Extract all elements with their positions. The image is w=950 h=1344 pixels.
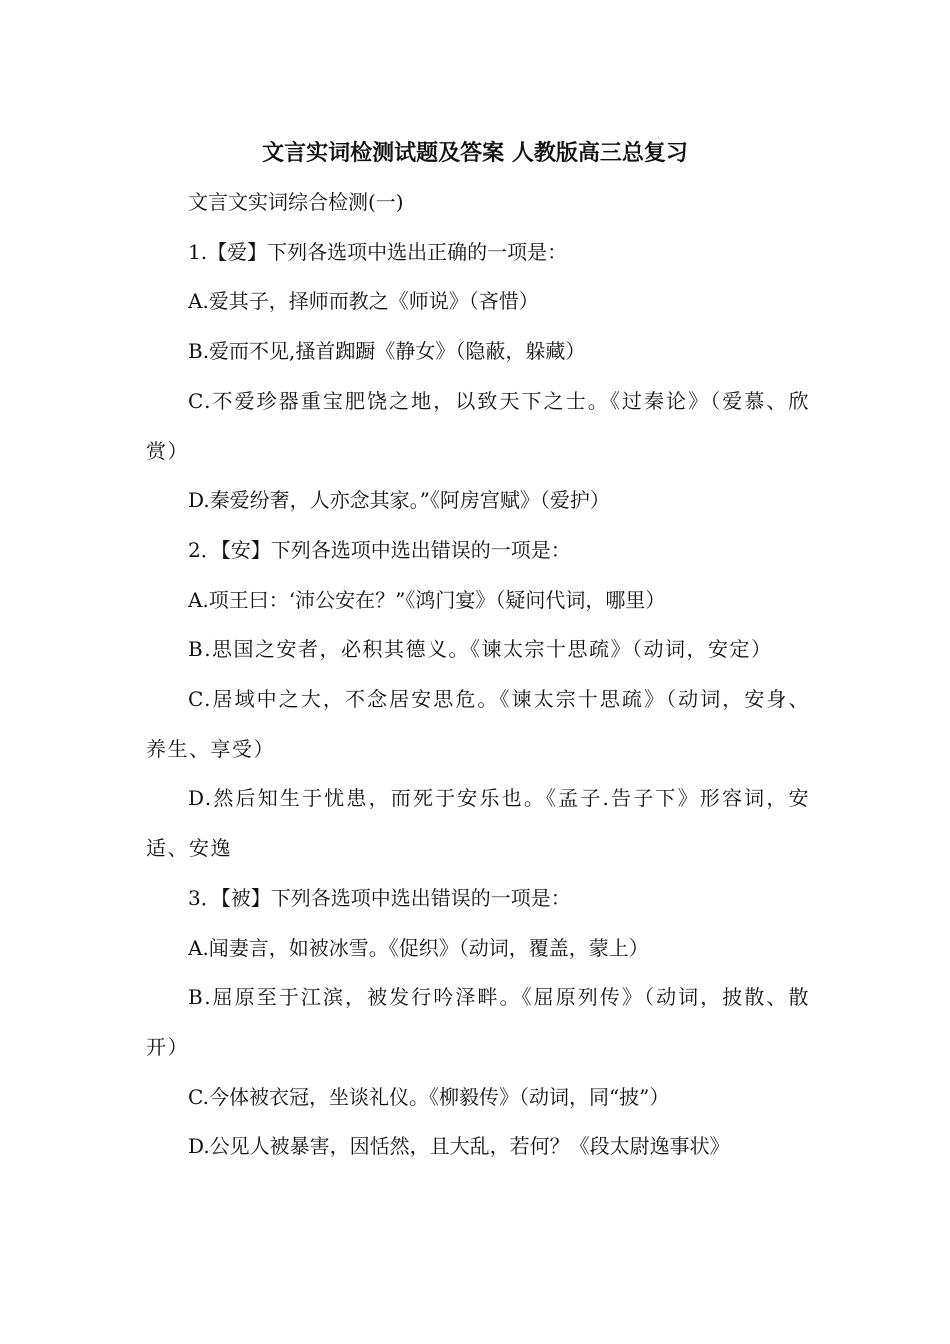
document-title: 文言实词检测试题及答案 人教版高三总复习	[262, 141, 688, 166]
question-1-option-d: D.秦爱纷奢，人亦念其家。”《阿房宫赋》（爱护）	[188, 488, 610, 513]
question-2-option-b: B.思国之安者，必积其德义。《谏太宗十思疏》（动词，安定）	[188, 637, 773, 662]
question-2-option-a: A.项王曰：‘沛公安在？”《鸿门宴》（疑问代词，哪里）	[188, 587, 666, 612]
question-2-option-c: C.居域中之大，不念居安思危。《谏太宗十思疏》（动词，安身、养生、享受）	[146, 687, 810, 761]
question-1-option-b: B.爱而不见,搔首踟蹰《静女》（隐蔽，躲藏）	[188, 339, 586, 364]
question-1-option-c: C.不爱珍器重宝肥饶之地，以致天下之士。《过秦论》（爱慕、欣赏）	[146, 388, 810, 463]
section-heading: 文言文实词综合检测(一)	[188, 190, 404, 214]
question-2-option-d: D.然后知生于忧患，而死于安乐也。《孟子.告子下》形容词，安适、安逸	[146, 786, 810, 861]
question-3-option-b: B.屈原至于江滨，被发行吟泽畔。《屈原列传》（动词，披散、散开）	[146, 985, 810, 1059]
question-3-option-c: C.今体被衣冠，坐谈礼仪。《柳毅传》（动词，同“披”）	[188, 1084, 670, 1109]
question-3-option-d: D.公见人被暴害，因恬然，且大乱，若何？《段太尉逸事状》	[188, 1134, 730, 1159]
question-3-option-a: A.闻妻言，如被冰雪。《促织》（动词，覆盖，蒙上）	[188, 935, 649, 960]
question-1-stem: 1.【爱】下列各选项中选出正确的一项是：	[188, 239, 568, 264]
question-1-option-a: A.爱其子，择师而教之《师说》（吝惜）	[188, 289, 539, 314]
question-3-stem: 3．【被】下列各选项中选出错误的一项是：	[188, 885, 571, 910]
document-body	[146, 178, 810, 1172]
question-2-stem: 2．【安】下列各选项中选出错误的一项是：	[188, 537, 571, 562]
